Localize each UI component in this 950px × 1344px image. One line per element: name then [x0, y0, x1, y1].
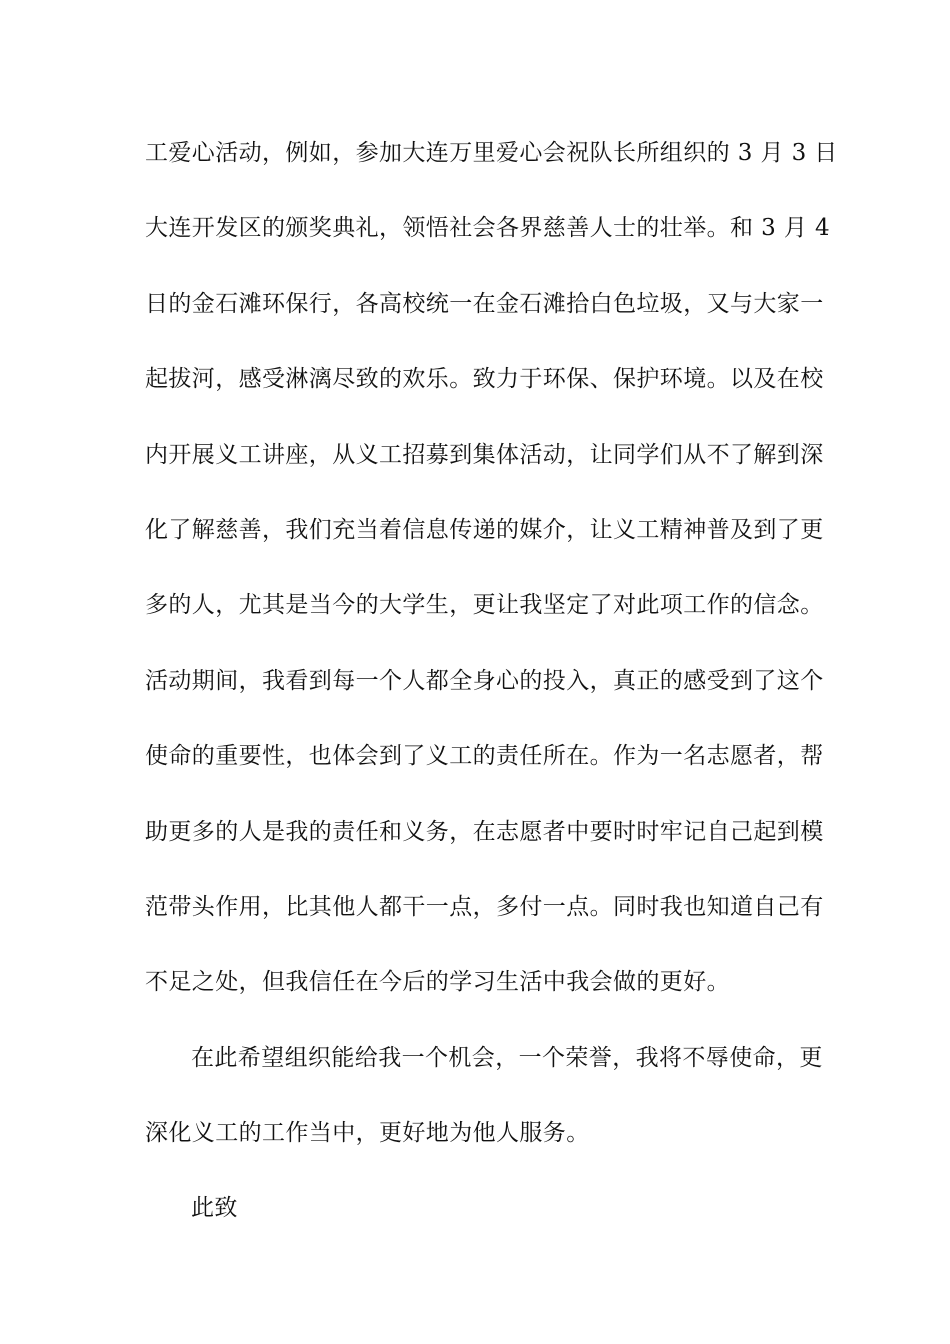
text-line: 使命的重要性，也体会到了义工的责任所在。作为一名志愿者，帮: [145, 743, 824, 770]
text-line: 多的人，尤其是当今的大学生，更让我坚定了对此项工作的信念。: [145, 592, 824, 619]
text-line: 大连开发区的颁奖典礼，领悟社会各界慈善人士的壮举。和 3 月 4: [145, 215, 830, 242]
text-line: 助更多的人是我的责任和义务，在志愿者中要时时牢记自己起到模: [145, 818, 824, 845]
paragraph-start-line: 在此希望组织能给我一个机会，一个荣誉，我将不辱使命，更: [191, 1044, 823, 1071]
text-line: 范带头作用，比其他人都干一点，多付一点。同时我也知道自己有: [145, 893, 824, 920]
closing-salutation: 此致: [191, 1195, 238, 1222]
text-line: 化了解慈善，我们充当着信息传递的媒介，让义工精神普及到了更: [145, 516, 824, 543]
text-line: 工爱心活动，例如，参加大连万里爱心会祝队长所组织的 3 月 3 日: [145, 140, 838, 166]
text-line: 起拔河，感受淋漓尽致的欢乐。致力于环保、保护环境。以及在校: [145, 366, 824, 393]
text-line: 内开展义工讲座，从义工招募到集体活动，让同学们从不了解到深: [145, 441, 824, 468]
text-line: 深化义工的工作当中，更好地为他人服务。: [145, 1120, 590, 1147]
text-line: 日的金石滩环保行，各高校统一在金石滩拾白色垃圾，又与大家一: [145, 290, 824, 317]
text-line: 活动期间，我看到每一个人都全身心的投入，真正的感受到了这个: [145, 667, 824, 694]
letter-body: [145, 128, 838, 1259]
text-line: 不足之处，但我信任在今后的学习生活中我会做的更好。: [145, 969, 730, 996]
